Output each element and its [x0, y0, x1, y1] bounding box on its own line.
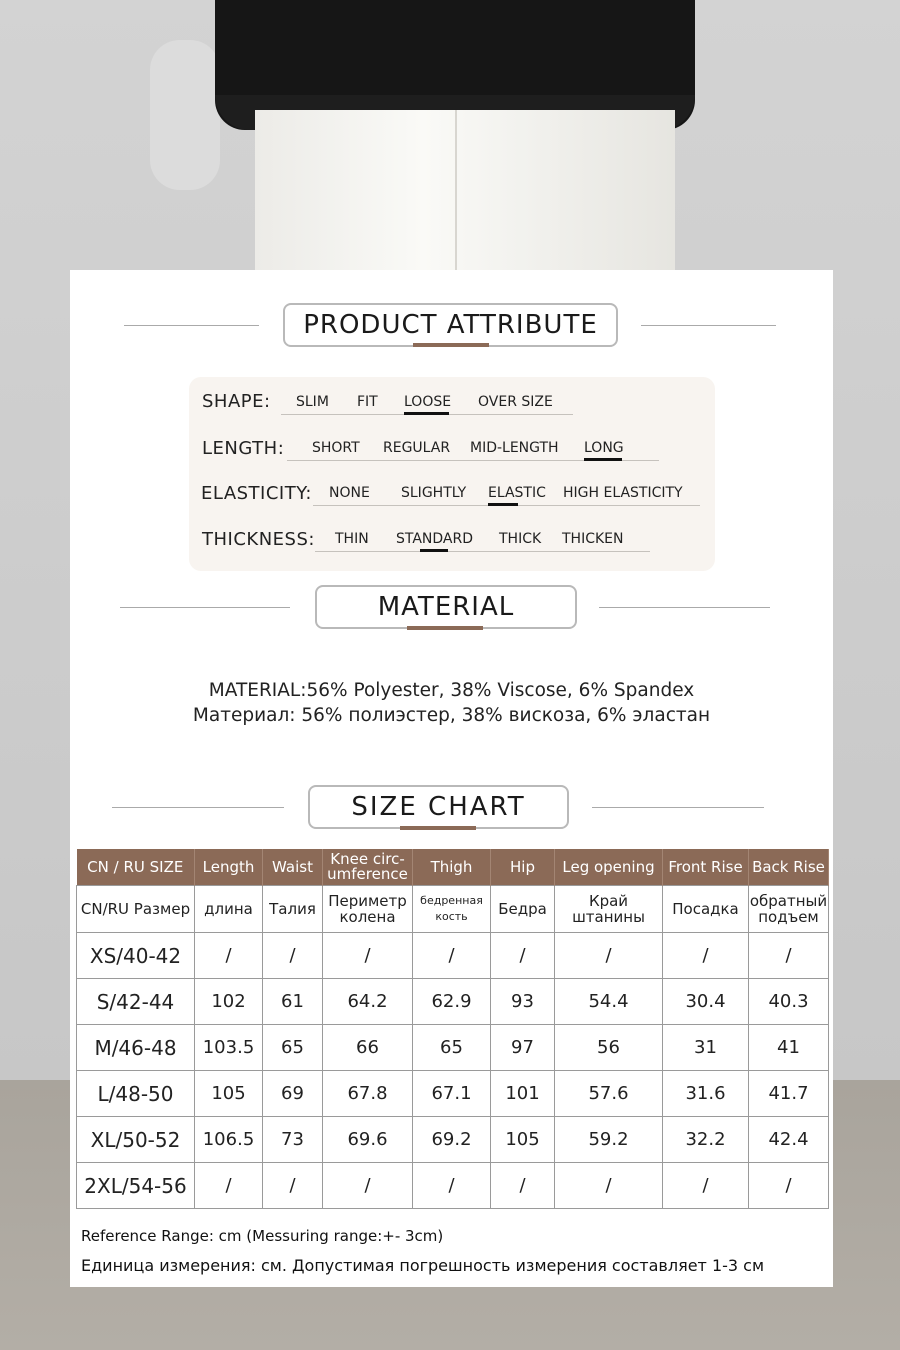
measurement-cell: 54.4: [555, 979, 663, 1025]
measurement-cell: 61: [263, 979, 323, 1025]
attr-option: THIN: [335, 531, 369, 547]
measurement-cell: 65: [263, 1025, 323, 1071]
size-cell: XL/50-52: [77, 1117, 195, 1163]
title-rule-left: [124, 325, 259, 326]
measurement-cell: 66: [323, 1025, 413, 1071]
attr-row-shape: [189, 385, 715, 425]
measurement-cell: 67.8: [323, 1071, 413, 1117]
measurement-cell: 41.7: [749, 1071, 829, 1117]
measurement-cell: 32.2: [663, 1117, 749, 1163]
attr-label-length: LENGTH:: [202, 438, 285, 459]
measurement-cell: 106.5: [195, 1117, 263, 1163]
attribute-box: [189, 377, 715, 571]
pants-seam: [455, 110, 457, 270]
measurement-cell: 64.2: [323, 979, 413, 1025]
measurement-cell: 42.4: [749, 1117, 829, 1163]
measurement-cell: /: [663, 933, 749, 979]
title-underline: [400, 826, 476, 830]
attr-option: NONE: [329, 485, 370, 501]
note-ru: Единица измерения: см. Допустимая погрешность измерения составляет 1-3 см: [81, 1256, 765, 1275]
measurement-cell: 73: [263, 1117, 323, 1163]
selected-mark: [584, 458, 622, 461]
size-cell: S/42-44: [77, 979, 195, 1025]
selected-mark: [404, 412, 449, 415]
material-title: [315, 585, 577, 629]
measurement-cell: /: [491, 933, 555, 979]
measurement-cell: 59.2: [555, 1117, 663, 1163]
measurement-cell: /: [263, 1163, 323, 1209]
table-header-row-ru: [77, 886, 829, 933]
attr-option: SLIGHTLY: [401, 485, 467, 501]
measurement-cell: 62.9: [413, 979, 491, 1025]
attr-option: OVER SIZE: [478, 394, 553, 410]
measurement-cell: /: [749, 933, 829, 979]
title-rule-right: [641, 325, 776, 326]
measurement-cell: /: [323, 1163, 413, 1209]
attr-option: THICKEN: [562, 531, 624, 547]
measurement-cell: /: [555, 933, 663, 979]
column-header-ru: Бедра: [491, 886, 555, 933]
column-header: Leg opening: [555, 849, 663, 886]
table-row: [77, 1071, 829, 1117]
measurement-cell: /: [555, 1163, 663, 1209]
attr-option: MID-LENGTH: [470, 440, 559, 456]
material-line-en: MATERIAL:56% Polyester, 38% Viscose, 6% Spandex: [208, 680, 695, 701]
measurement-cell: 101: [491, 1071, 555, 1117]
measurement-cell: 56: [555, 1025, 663, 1071]
size-chart-title-text: SIZE CHART: [351, 792, 526, 822]
attr-option-selected: LOOSE: [404, 394, 452, 410]
measurement-cell: 57.6: [555, 1071, 663, 1117]
measurement-cell: /: [323, 933, 413, 979]
measurement-cell: 31.6: [663, 1071, 749, 1117]
selected-mark: [488, 503, 518, 506]
note-en: Reference Range: cm (Messuring range:+- 3cm): [81, 1227, 444, 1245]
column-header: Thigh: [413, 849, 491, 886]
column-header: CN / RU SIZE: [77, 849, 195, 886]
measurement-cell: 30.4: [663, 979, 749, 1025]
size-cell: 2XL/54-56: [77, 1163, 195, 1209]
size-rows: [77, 933, 829, 1209]
attr-option: THICK: [499, 531, 542, 547]
material-line-ru: Материал: 56% полиэстер, 38% вискоза, 6% эластан: [192, 705, 711, 726]
column-header-ru: Периметр колена: [323, 886, 413, 933]
measurement-cell: /: [263, 933, 323, 979]
material-text: [70, 678, 833, 728]
title-rule-left: [120, 607, 290, 608]
material-title-text: MATERIAL: [377, 592, 515, 622]
measurement-cell: 40.3: [749, 979, 829, 1025]
attr-option-selected: ELASTIC: [488, 485, 546, 501]
size-chart-title: [308, 785, 569, 829]
measurement-cell: /: [413, 933, 491, 979]
attr-underline: [315, 551, 650, 552]
measurement-cell: 93: [491, 979, 555, 1025]
title-underline: [413, 343, 489, 347]
info-card: [70, 270, 833, 1287]
measurement-cell: /: [195, 933, 263, 979]
measurement-cell: /: [413, 1163, 491, 1209]
measurement-cell: 103.5: [195, 1025, 263, 1071]
column-header-ru: CN/RU Размер: [77, 886, 195, 933]
table-row: [77, 1025, 829, 1071]
table-row: [77, 979, 829, 1025]
attr-option-selected: STANDARD: [396, 531, 474, 547]
column-header-ru: Талия: [263, 886, 323, 933]
attr-row-elasticity: [189, 477, 715, 517]
title-rule-right: [599, 607, 770, 608]
table-row: [77, 1163, 829, 1209]
attr-option: FIT: [357, 394, 378, 410]
size-chart-table: [76, 849, 829, 1209]
product-attribute-title-text: PRODUCT ATTRIBUTE: [303, 310, 598, 340]
column-header-ru: Край штанины: [555, 886, 663, 933]
measurement-cell: 69.6: [323, 1117, 413, 1163]
column-header-ru: обратный подъем: [749, 886, 829, 933]
table-header-row: [77, 849, 829, 886]
measurement-cell: 31: [663, 1025, 749, 1071]
title-rule-right: [592, 807, 764, 808]
attr-label-shape: SHAPE:: [202, 391, 271, 412]
column-header: Length: [195, 849, 263, 886]
measurement-cell: /: [491, 1163, 555, 1209]
attr-option: HIGH ELASTICITY: [563, 485, 683, 501]
attr-option: SHORT: [312, 440, 360, 456]
column-header: Back Rise: [749, 849, 829, 886]
attr-option: SLIM: [296, 394, 329, 410]
column-header: Hip: [491, 849, 555, 886]
measurement-cell: 102: [195, 979, 263, 1025]
white-pants: [255, 110, 675, 280]
measurement-cell: 97: [491, 1025, 555, 1071]
product-attribute-title: [283, 303, 618, 347]
measurement-cell: 41: [749, 1025, 829, 1071]
column-header-ru: длина: [195, 886, 263, 933]
column-header-ru: бедренная кость: [413, 886, 491, 933]
attr-label-thickness: THICKNESS:: [202, 529, 315, 550]
selected-mark: [420, 549, 448, 552]
measurement-cell: 69.2: [413, 1117, 491, 1163]
size-cell: XS/40-42: [77, 933, 195, 979]
column-header: Front Rise: [663, 849, 749, 886]
size-cell: M/46-48: [77, 1025, 195, 1071]
table-row: [77, 933, 829, 979]
measurement-cell: 65: [413, 1025, 491, 1071]
model-hand: [150, 40, 220, 190]
column-header: Waist: [263, 849, 323, 886]
attr-row-length: [189, 432, 715, 472]
size-cell: L/48-50: [77, 1071, 195, 1117]
title-underline: [407, 626, 483, 630]
attr-option-selected: LONG: [584, 440, 624, 456]
attr-label-elasticity: ELASTICITY:: [201, 483, 312, 504]
measurement-cell: 69: [263, 1071, 323, 1117]
attr-row-thickness: [189, 523, 715, 563]
measurement-cell: /: [749, 1163, 829, 1209]
measurement-cell: 105: [195, 1071, 263, 1117]
table-row: [77, 1117, 829, 1163]
title-rule-left: [112, 807, 284, 808]
column-header: Knee circ-umference: [323, 849, 413, 886]
measurement-cell: 105: [491, 1117, 555, 1163]
measurement-cell: 67.1: [413, 1071, 491, 1117]
attr-option: REGULAR: [383, 440, 451, 456]
measurement-cell: /: [195, 1163, 263, 1209]
measurement-cell: /: [663, 1163, 749, 1209]
column-header-ru: Посадка: [663, 886, 749, 933]
